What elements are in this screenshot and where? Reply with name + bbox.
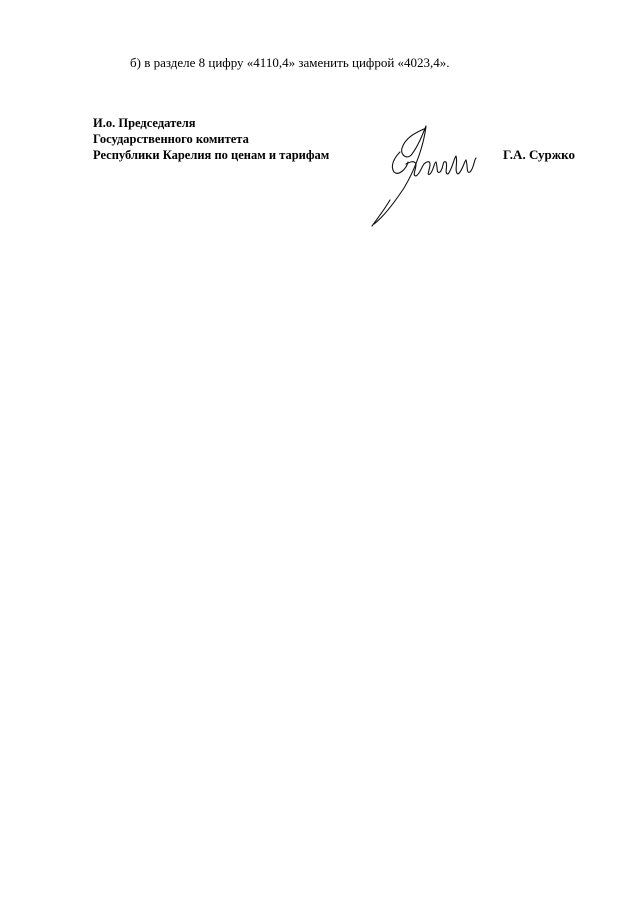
signatory-title-line-3: Республики Карелия по ценам и тарифам <box>93 148 330 162</box>
signatory-title-line-2: Государственного комитета <box>93 132 249 146</box>
signatory-title-line-1: И.о. Председателя <box>93 116 196 130</box>
signatory-title-block <box>93 115 329 163</box>
handwritten-signature <box>360 118 480 228</box>
amendment-paragraph-b: б) в разделе 8 цифру «4110,4» заменить цифрой «4023,4». <box>130 55 450 70</box>
signatory-name: Г.А. Суржко <box>503 147 575 162</box>
